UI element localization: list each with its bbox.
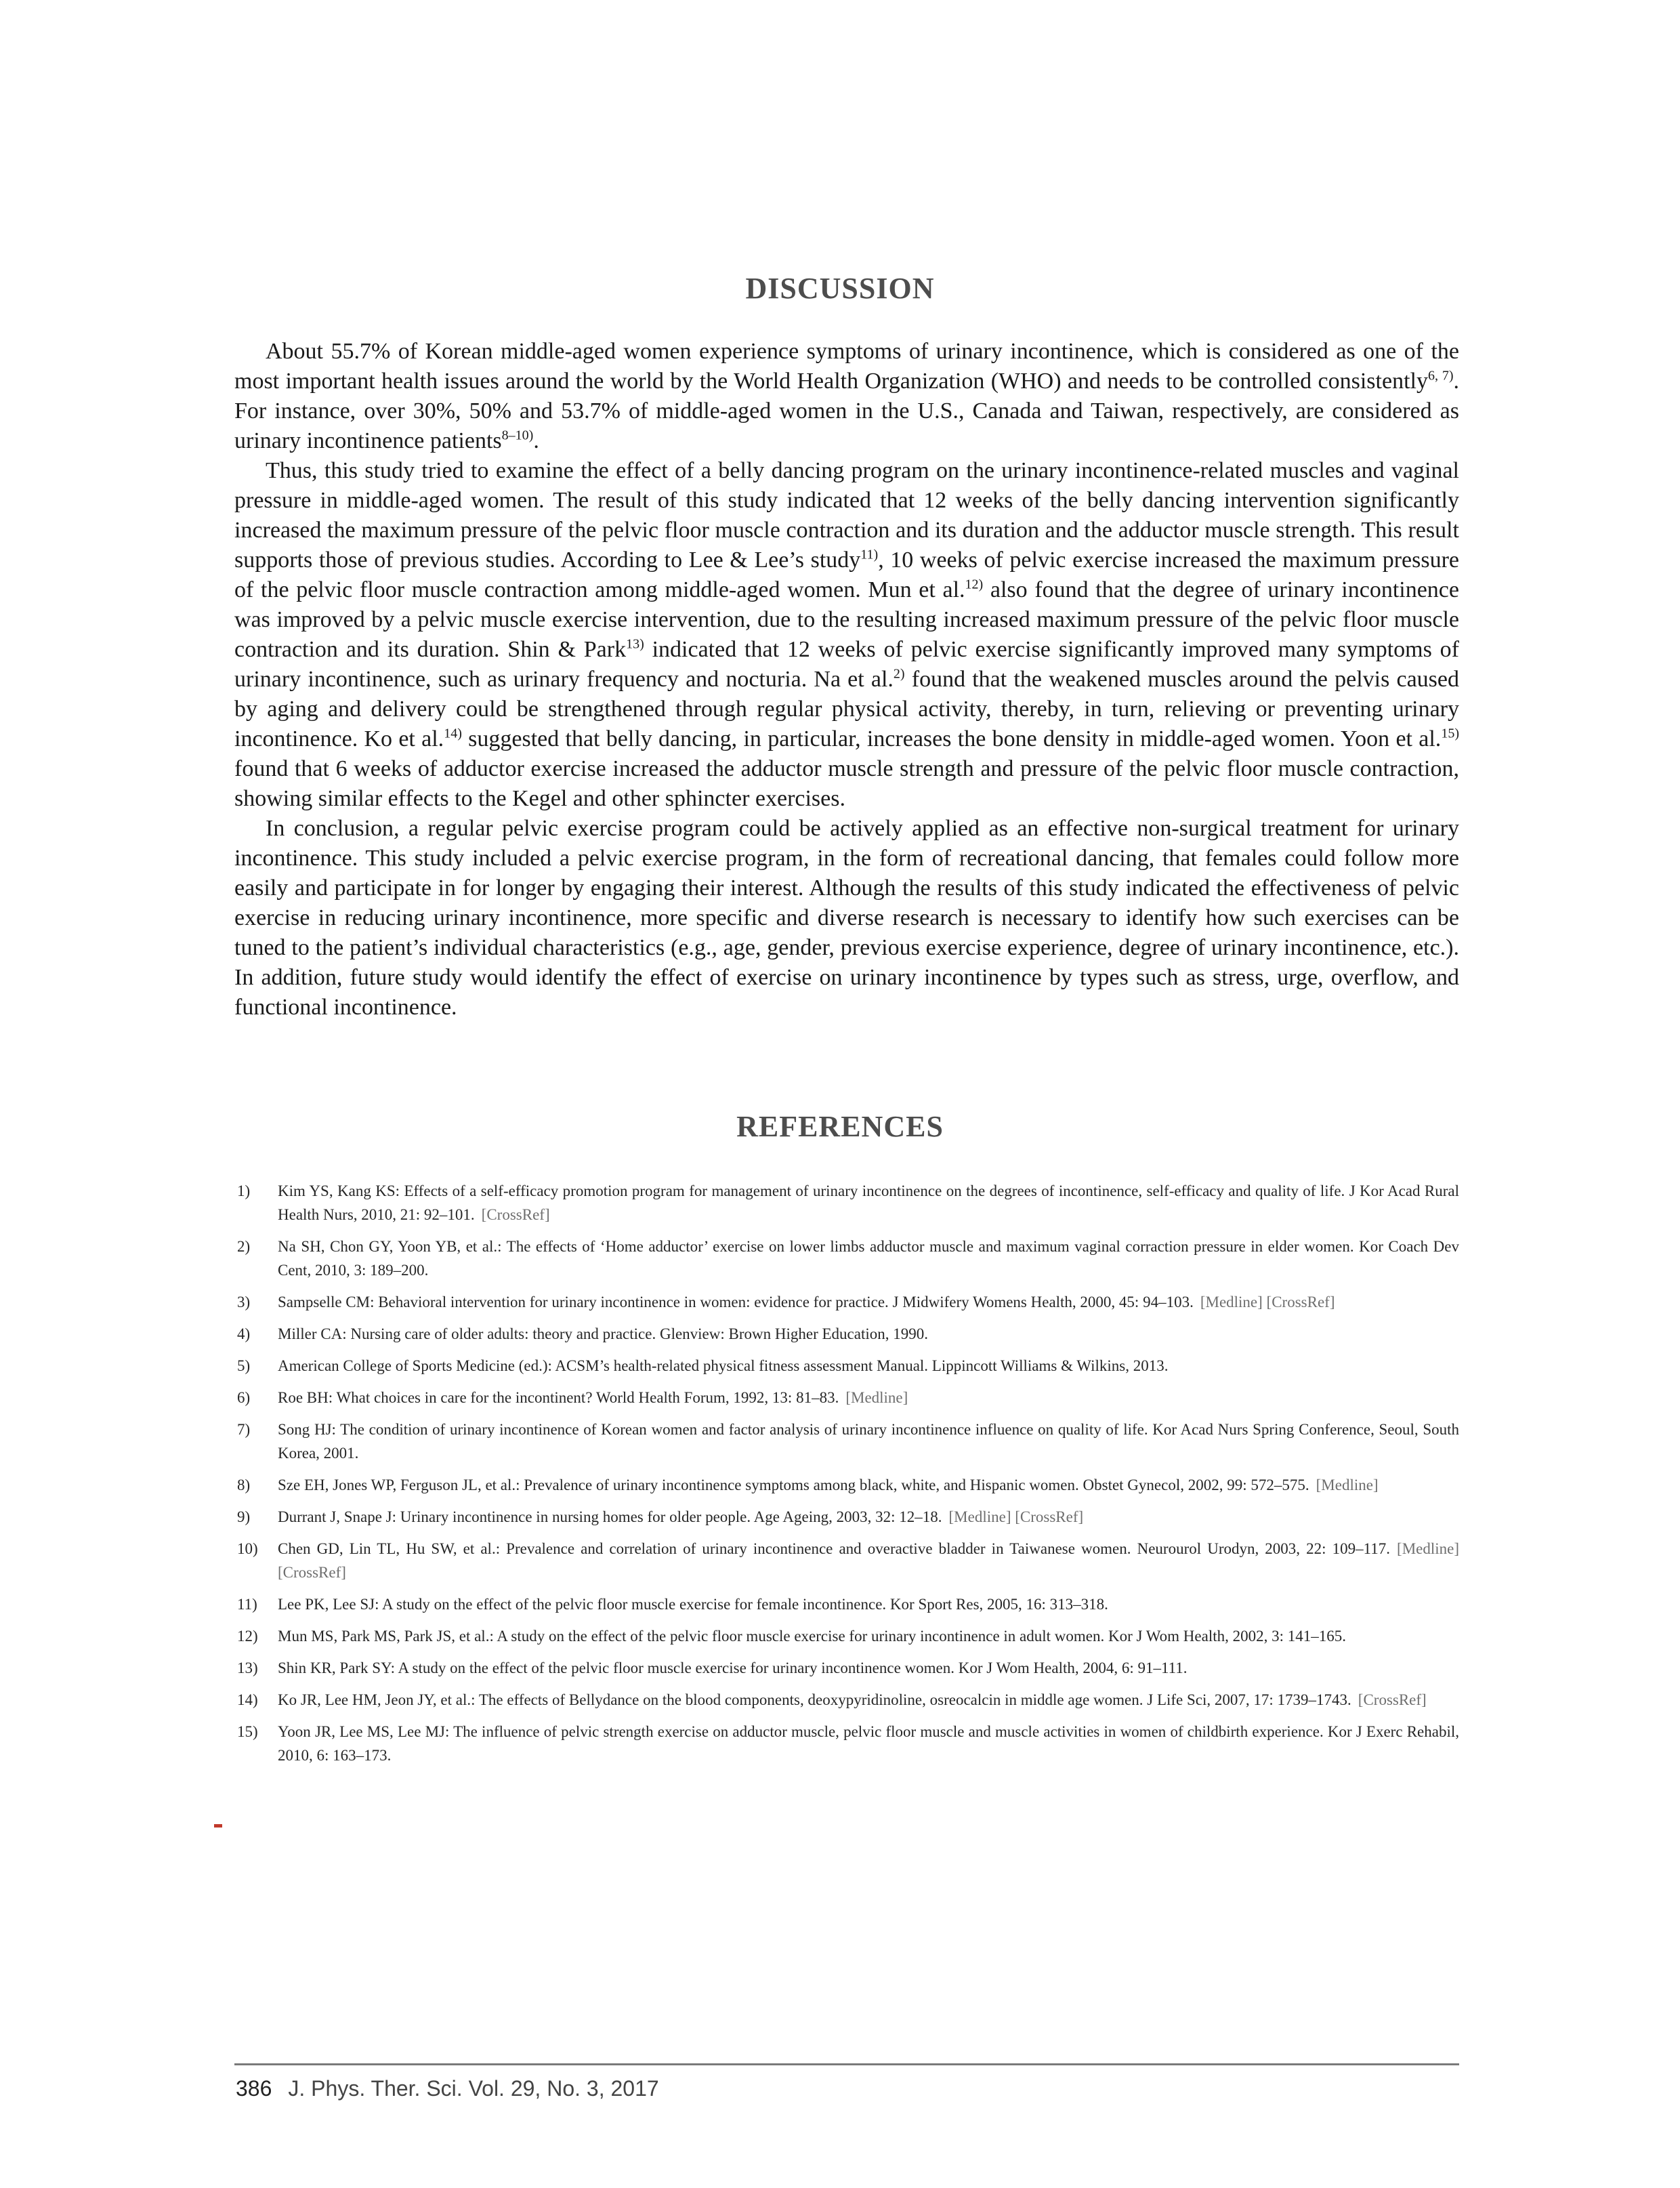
reference-number: 11) [237,1596,257,1613]
reference-text [278,1473,1459,1497]
reference-number: 13) [237,1659,258,1676]
reference-item [237,1592,1459,1616]
reference-item [237,1505,1459,1529]
text-run: indicated that 12 weeks of pelvic exercise significantly improved many symptoms of urinary incontinence, such as urinary frequency and nocturia. Na et al. [234,637,1459,692]
reference-text [278,1386,1459,1409]
reference-number: 10) [237,1540,258,1557]
reference-item [237,1235,1459,1282]
reference-text [278,1624,1459,1648]
reference-text [278,1418,1459,1465]
reference-text [278,1656,1459,1680]
reference-item [237,1322,1459,1346]
reference-item [237,1656,1459,1680]
reference-links[interactable]: [Medline] [CrossRef] [948,1508,1084,1525]
reference-number: 7) [237,1421,251,1438]
reference-item [237,1290,1459,1314]
discussion-heading: DISCUSSION [745,272,935,305]
discussion-body [234,337,1459,1023]
reference-citation: Kim YS, Kang KS: Effects of a self-efficacy promotion program for management of urinary incontinence on the degrees of incontinence, self-efficacy and quality of life. J Kor Acad Rural Health Nurs, 2010, 21: 92–101. [278,1182,1459,1223]
citation-superscript: 11) [860,547,879,562]
reference-citation: American College of Sports Medicine (ed.): ACSM’s health-related physical fitness assessment Manual. Lippincott Williams & Wilkins, 2013. [278,1357,1169,1374]
reference-citation: Shin KR, Park SY: A study on the effect of the pelvic floor muscle exercise for urinary incontinence women. Kor J Wom Health, 2004, 6: 91–111. [278,1659,1188,1676]
reference-number: 4) [237,1325,251,1342]
text-run: Thus, this study tried to examine the effect of a belly dancing program on the urinary incontinence-related muscles and vaginal pressure in middle-aged women. The result of this study indicated that 12 weeks of the belly dancing intervention significantly increased the maximum pressure of the pelvic floor muscle contraction and its duration and the adductor muscle strength. This result supports those of previous studies. According to Lee & Lee’s study [234,458,1459,573]
reference-links[interactable]: [Medline] [CrossRef] [278,1540,1459,1581]
reference-text [278,1322,1459,1346]
reference-list [237,1179,1459,1775]
reference-text [278,1290,1459,1314]
reference-number: 2) [237,1238,251,1255]
references-heading: REFERENCES [736,1110,944,1143]
text-run: found that 6 weeks of adductor exercise increased the adductor muscle strength and pressure of the pelvic floor muscle contraction, showing similar effects to the Kegel and other sphincter exercises. [234,756,1459,811]
reference-citation: Roe BH: What choices in care for the incontinent? World Health Forum, 1992, 13: 81–83. [278,1389,839,1406]
text-run: suggested that belly dancing, in particular, increases the bone density in middle-aged women. Yoon et al. [461,726,1442,751]
reference-citation: Song HJ: The condition of urinary incontinence of Korean women and factor analysis of urinary incontinence influence on quality of life. Kor Acad Nurs Spring Conference, Seoul, South Korea, 2001. [278,1421,1459,1462]
reference-number: 3) [237,1294,251,1310]
reference-item [237,1418,1459,1465]
reference-links[interactable]: [Medline] [1316,1477,1379,1493]
text-run: found that the weakened muscles around the pelvis caused by aging and delivery could be strengthened through regular physical activity, thereby, in turn, relieving or preventing urinary incontinence. Ko et al. [234,667,1459,751]
reference-item [237,1688,1459,1712]
discussion-paragraph-2 [234,456,1459,814]
citation-superscript: 12) [965,577,984,592]
reference-text [278,1505,1459,1529]
reference-text [278,1537,1459,1584]
reference-text [278,1688,1459,1712]
reference-item [237,1720,1459,1767]
reference-citation: Sampselle CM: Behavioral intervention for urinary incontinence in women: evidence for practice. J Midwifery Womens Health, 2000, 45: 94–103. [278,1294,1194,1310]
reference-number: 6) [237,1389,251,1406]
reference-citation: Na SH, Chon GY, Yoon YB, et al.: The effects of ‘Home adductor’ exercise on lower limbs adductor muscle and maximum vaginal corraction pressure in elder women. Kor Coach Dev Cent, 2010, 3: 189–200. [278,1238,1459,1279]
reference-number: 15) [237,1723,258,1740]
reference-citation: Sze EH, Jones WP, Ferguson JL, et al.: Prevalence of urinary incontinence symptoms among black, white, and Hispanic women. Obstet Gynecol, 2002, 99: 572–575. [278,1477,1309,1493]
reference-citation: Mun MS, Park MS, Park JS, et al.: A study on the effect of the pelvic floor muscle exercise for urinary incontinence in adult women. Kor J Wom Health, 2002, 3: 141–165. [278,1628,1346,1645]
reference-text [278,1179,1459,1226]
reference-item [237,1624,1459,1648]
reference-citation: Miller CA: Nursing care of older adults: theory and practice. Glenview: Brown Higher Education, 1990. [278,1325,928,1342]
reference-links[interactable]: [Medline] [845,1389,908,1406]
citation-superscript: 2) [893,666,905,682]
reference-text [278,1235,1459,1282]
reference-citation: Ko JR, Lee HM, Jeon JY, et al.: The effects of Bellydance on the blood components, deoxypyridinoline, osreocalcin in middle age women. J Life Sci, 2007, 17: 1739–1743. [278,1691,1351,1708]
reference-number: 1) [237,1182,251,1199]
page-number: 386 [236,2076,272,2101]
reference-item [237,1537,1459,1584]
text-run: also found that the degree of urinary incontinence was improved by a pelvic muscle exercise intervention, due to the resulting increased maximum pressure of the pelvic floor muscle contraction and its duration. Shin & Park [234,577,1459,662]
citation-superscript: 15) [1441,726,1459,741]
text-run: , 10 weeks of pelvic exercise increased the maximum pressure of the pelvic floor muscle contraction among middle-aged women. Mun et al. [234,548,1459,602]
reference-text [278,1720,1459,1767]
reference-links[interactable]: [Medline] [CrossRef] [1200,1294,1335,1310]
reference-links[interactable]: [CrossRef] [1358,1691,1427,1708]
reference-number: 12) [237,1628,258,1645]
reference-item [237,1354,1459,1378]
reference-number: 5) [237,1357,251,1374]
reference-links[interactable]: [CrossRef] [481,1206,550,1223]
citation-superscript: 14) [444,726,462,741]
footer-divider [234,2063,1459,2065]
reference-citation: Durrant J, Snape J: Urinary incontinence in nursing homes for older people. Age Ageing, 2003, 32: 12–18. [278,1508,942,1525]
reference-number: 9) [237,1508,251,1525]
citation-superscript: 13) [626,636,644,652]
scan-mark [214,1824,222,1828]
journal-citation: J. Phys. Ther. Sci. Vol. 29, No. 3, 2017 [288,2076,659,2101]
discussion-paragraph-3: In conclusion, a regular pelvic exercise program could be actively applied as an effective non-surgical treatment for urinary incontinence. This study included a pelvic exercise program, in the form of recreational dancing, that females could follow more easily and participate in for longer by engaging their interest. Although the results of this study indicated the effectiveness of pelvic exercise in reducing urinary incontinence, more specific and diverse research is necessary to identify how such exercises can be tuned to the patient’s individual characteristics (e.g., age, gender, previous exercise experience, degree of urinary incontinence, etc.). In addition, future study would identify the effect of exercise on urinary incontinence by types such as stress, urge, overflow, and functional incontinence. [234,816,1459,1020]
reference-citation: Yoon JR, Lee MS, Lee MJ: The influence of pelvic strength exercise on adductor muscle, pelvic floor muscle and muscle activities in women of childbirth experience. Kor J Exerc Rehabil, 2010, 6: 163–173. [278,1723,1459,1764]
citation-superscript: 8–10) [501,428,534,443]
text-run: . [533,428,539,453]
text-run: About 55.7% of Korean middle-aged women experience symptoms of urinary incontinence, which is considered as one of the most important health issues around the world by the World Health Organization (WHO) and needs to be controlled consistently [234,339,1459,394]
reference-text [278,1592,1459,1616]
reference-number: 8) [237,1477,251,1493]
reference-number: 14) [237,1691,258,1708]
citation-superscript: 6, 7) [1427,368,1454,384]
reference-citation: Lee PK, Lee SJ: A study on the effect of the pelvic floor muscle exercise for female incontinence. Kor Sport Res, 2005, 16: 313–318. [278,1596,1108,1613]
text-run: . For instance, over 30%, 50% and 53.7% of middle-aged women in the U.S., Canada and Taiwan, respectively, are considered as urinary incontinence patients [234,369,1459,453]
reference-item [237,1386,1459,1409]
reference-text [278,1354,1459,1378]
reference-item [237,1473,1459,1497]
page-footer [236,2076,659,2101]
reference-citation: Chen GD, Lin TL, Hu SW, et al.: Prevalence and correlation of urinary incontinence and overactive bladder in Taiwanese women. Neurourol Urodyn, 2003, 22: 109–117. [278,1540,1391,1557]
discussion-paragraph-1 [234,337,1459,456]
reference-item [237,1179,1459,1226]
